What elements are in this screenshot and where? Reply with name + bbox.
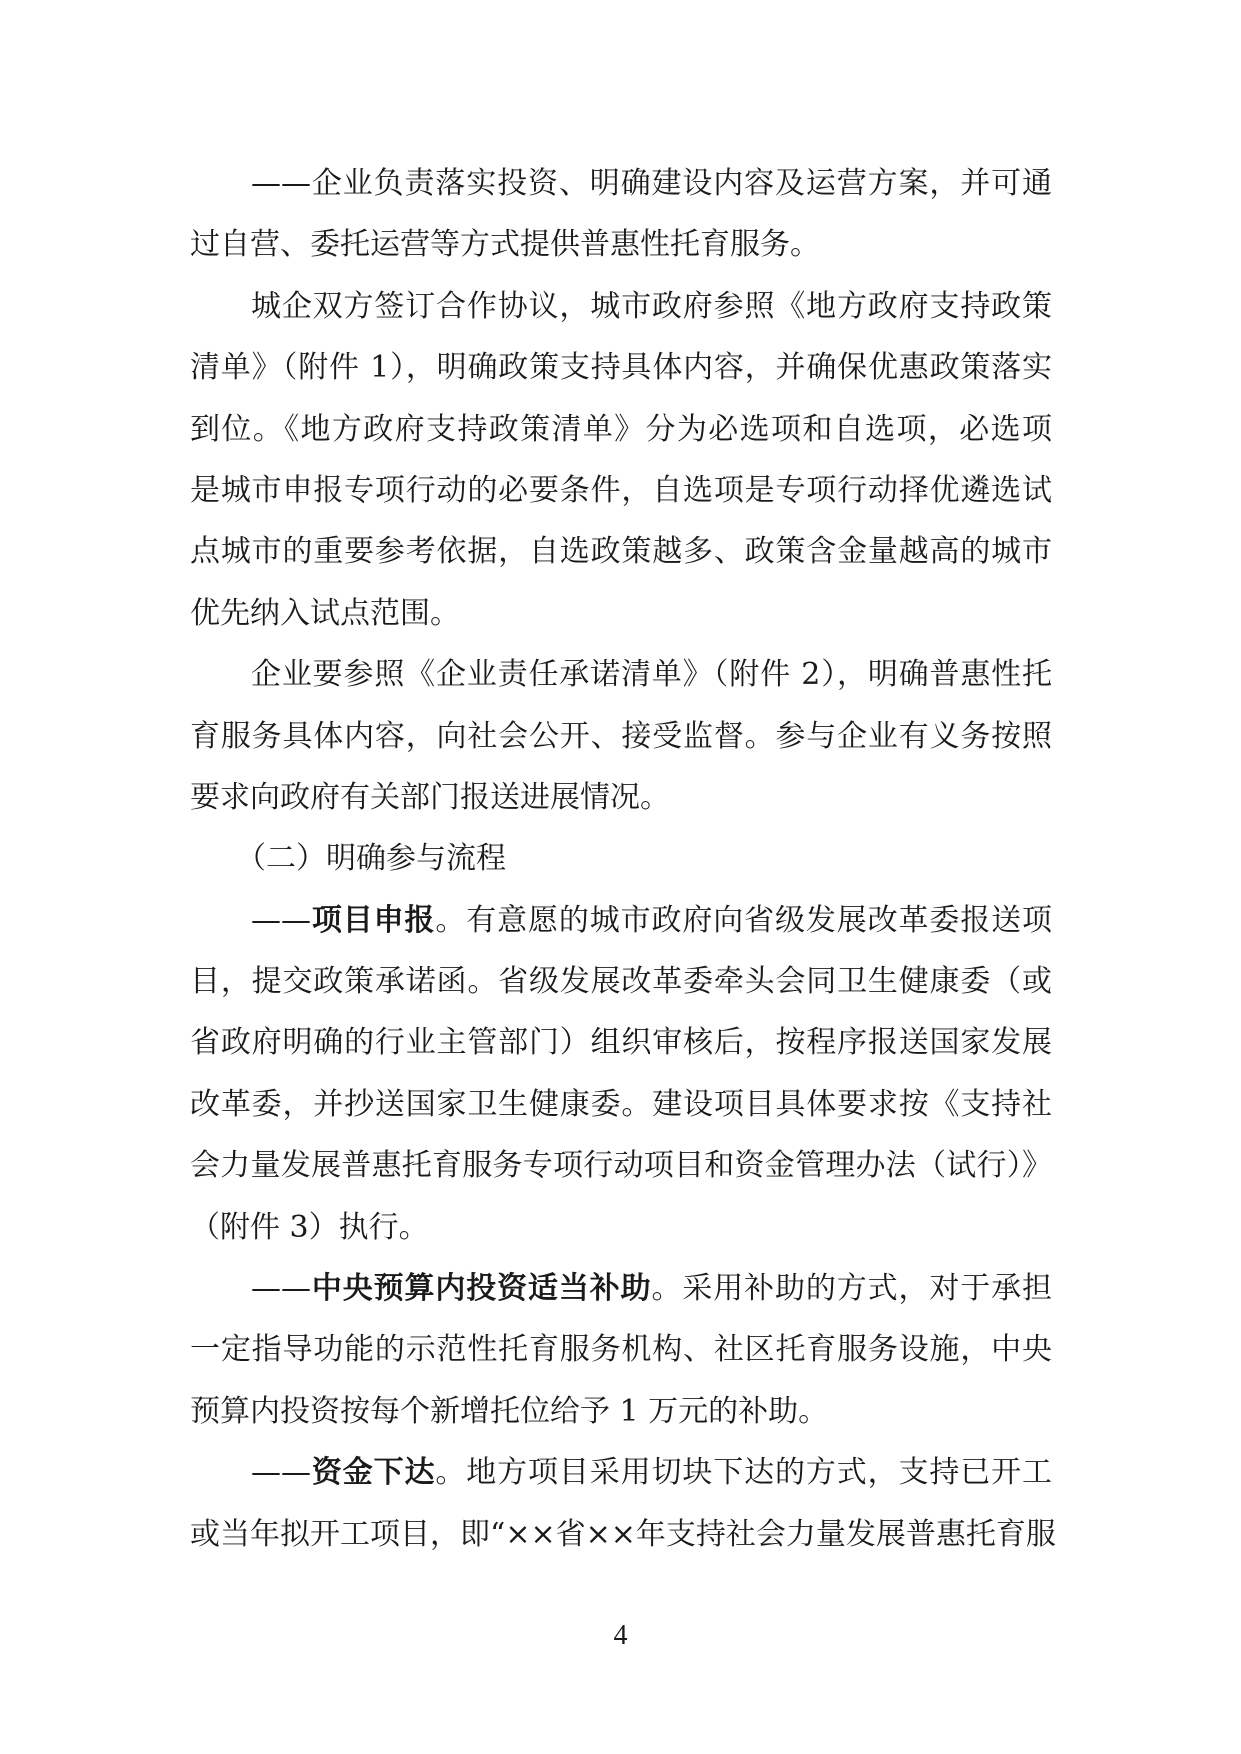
text-line: 育服务具体内容，向社会公开、接受监督。参与企业有义务按照 <box>190 718 1052 754</box>
bold-lead: 项目申报 <box>311 902 436 938</box>
text-line: 或当年拟开工项目，即“××省××年支持社会力量发展普惠托育服 <box>190 1516 1056 1552</box>
text-line: 要求向政府有关部门报送进展情况。 <box>190 779 670 815</box>
text-line-with-bold-lead <box>190 890 1052 951</box>
document-body <box>190 153 1056 1565</box>
dash: —— <box>251 1455 311 1491</box>
bold-lead: 资金下达 <box>311 1455 436 1491</box>
section-heading: （二）明确参与流程 <box>236 841 506 877</box>
text-line-with-bold-lead <box>190 1442 1052 1503</box>
text-line-with-bold-lead <box>190 1258 1052 1319</box>
text-line: 目，提交政策承诺函。省级发展改革委牵头会同卫生健康委（或 <box>190 964 1052 1000</box>
text-line: 一定指导功能的示范性托育服务机构、社区托育服务设施，中央 <box>190 1332 1052 1368</box>
text-line: 城企双方签订合作协议，城市政府参照《地方政府支持政策 <box>251 288 1052 324</box>
line-text: 。有意愿的城市政府向省级发展改革委报送项 <box>435 902 1052 938</box>
text-line: 企业要参照《企业责任承诺清单》（附件 2），明确普惠性托 <box>251 657 1052 693</box>
text-line: （附件 3）执行。 <box>190 1209 429 1245</box>
bold-lead: 中央预算内投资适当补助 <box>311 1271 652 1307</box>
text-line: 省政府明确的行业主管部门）组织审核后，按程序报送国家发展 <box>190 1025 1052 1061</box>
text-line: 过自营、委托运营等方式提供普惠性托育服务。 <box>190 227 820 263</box>
text-line: 改革委，并抄送国家卫生健康委。建设项目具体要求按《支持社 <box>190 1086 1052 1122</box>
dash: —— <box>251 1271 311 1307</box>
text-line: 到位。《地方政府支持政策清单》分为必选项和自选项，必选项 <box>190 411 1052 447</box>
line-text: 。地方项目采用切块下达的方式，支持已开工 <box>435 1455 1052 1491</box>
line-text: 。采用补助的方式，对于承担 <box>651 1271 1052 1307</box>
text-line: 优先纳入试点范围。 <box>190 595 460 631</box>
text-line: 是城市申报专项行动的必要条件，自选项是专项行动择优遴选试 <box>190 472 1052 508</box>
text-line: 清单》（附件 1），明确政策支持具体内容，并确保优惠政策落实 <box>190 350 1052 386</box>
text-line: 点城市的重要参考依据，自选政策越多、政策含金量越高的城市 <box>190 534 1052 570</box>
dash: —— <box>251 902 311 938</box>
text-line: 预算内投资按每个新增托位给予 1 万元的补助。 <box>190 1393 829 1429</box>
text-line: ——企业负责落实投资、明确建设内容及运营方案，并可通 <box>251 166 1052 201</box>
page-number: 4 <box>613 1620 628 1651</box>
text-line: 会力量发展普惠托育服务专项行动项目和资金管理办法（试行）》 <box>190 1148 1052 1184</box>
